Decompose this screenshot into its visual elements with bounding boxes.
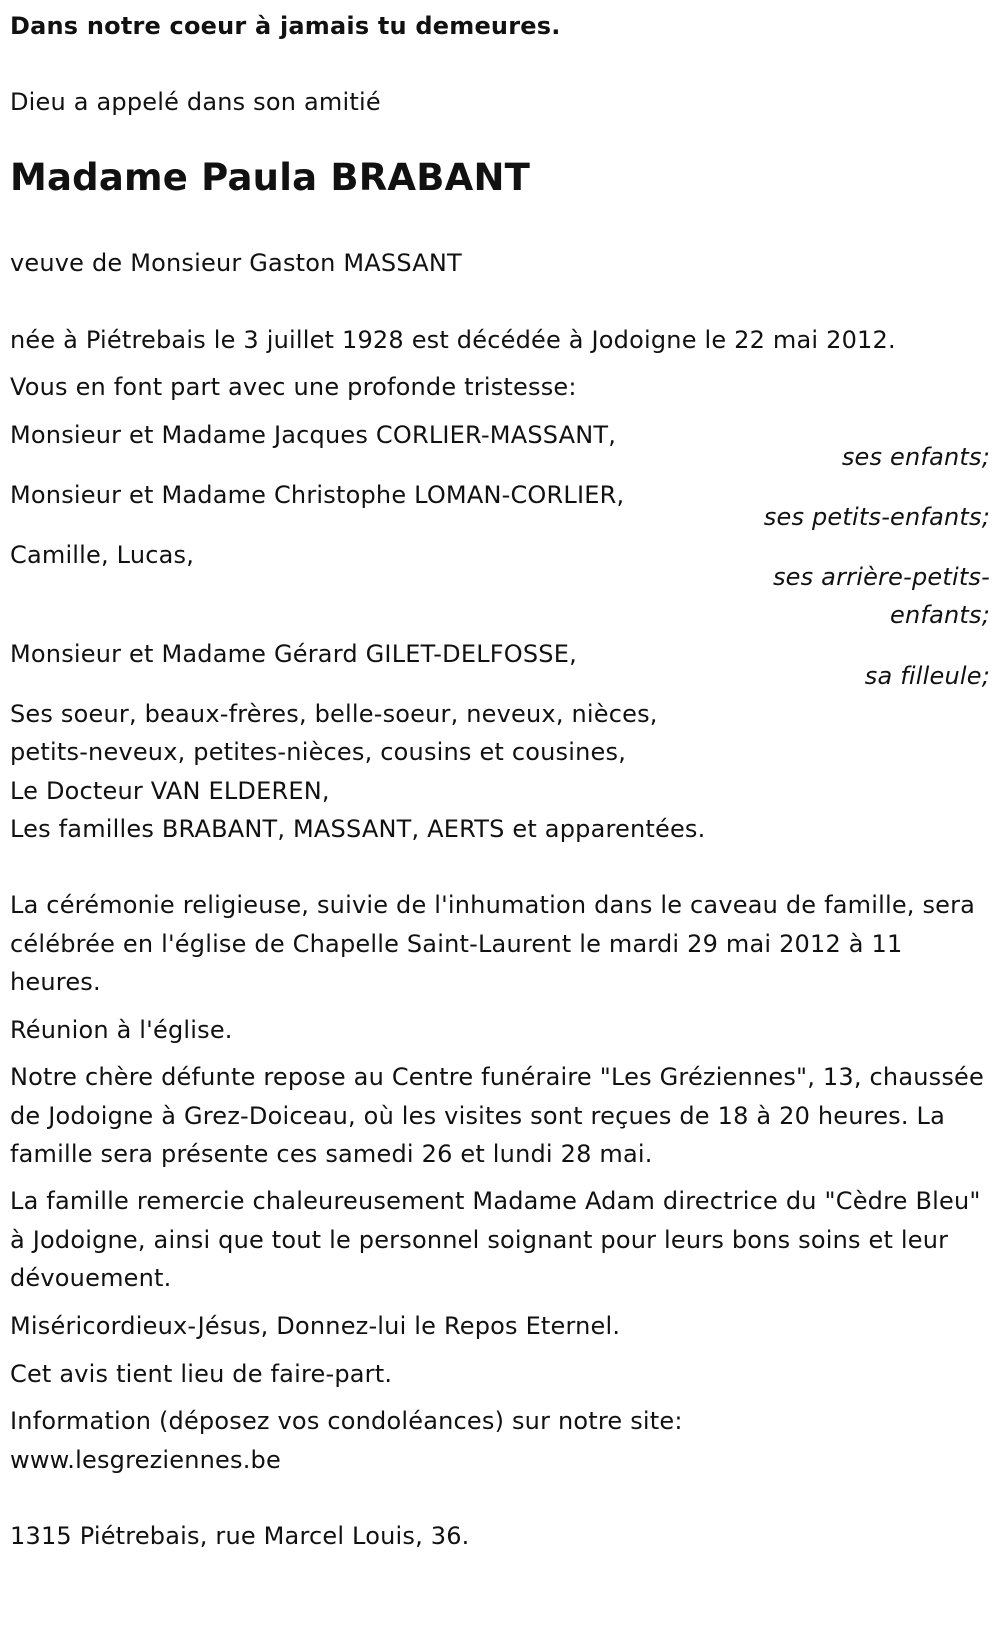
deceased-name: Madame Paula BRABANT — [10, 156, 531, 199]
relation-name: Monsieur et Madame Jacques CORLIER-MASSANT, — [10, 421, 617, 449]
relation-row — [10, 415, 990, 475]
family-line: Les familles BRABANT, MASSANT, AERTS et apparentées. — [10, 815, 706, 843]
repose-text: Notre chère défunte repose au Centre funéraire "Les Gréziennes", 13, chaussée de Jodoigne à Grez-Doiceau, où les visites sont reçues de 18 à 20 heures. La famille sera présente ces samedi 26 et lundi 28 mai. — [10, 1063, 984, 1168]
thanks-text: La famille remercie chaleureusement Madame Adam directrice du "Cèdre Bleu" à Jodoigne, ainsi que tout le personnel soignant pour leurs bons soins et leur dévouement. — [10, 1187, 981, 1292]
address-text: 1315 Piétrebais, rue Marcel Louis, 36. — [10, 1522, 470, 1550]
relation-row — [10, 634, 990, 694]
birth-death-text: née à Piétrebais le 3 juillet 1928 est décédée à Jodoigne le 22 mai 2012. — [10, 326, 896, 354]
info-text: Information (déposez vos condoléances) sur notre site: — [10, 1407, 683, 1435]
family-line: Le Docteur VAN ELDEREN, — [10, 777, 330, 805]
relation-name: Monsieur et Madame Gérard GILET-DELFOSSE, — [10, 640, 577, 668]
reunion-text: Réunion à l'église. — [10, 1016, 233, 1044]
relation-label: ses enfants; — [841, 443, 990, 471]
intro-text: Dieu a appelé dans son amitié — [10, 88, 381, 116]
ceremony-text: La cérémonie religieuse, suivie de l'inhumation dans le caveau de famille, sera célébrée en l'église de Chapelle Saint-Laurent le mardi 29 mai 2012 à 11 heures. — [10, 891, 976, 996]
relation-name: Camille, Lucas, — [10, 541, 195, 569]
relation-label: ses arrière-petits-enfants; — [772, 563, 990, 629]
widow-of-text: veuve de Monsieur Gaston MASSANT — [10, 249, 462, 277]
family-line: Ses soeur, beaux-frères, belle-soeur, neveux, nièces, — [10, 700, 658, 728]
motto: Dans notre coeur à jamais tu demeures. — [10, 12, 561, 40]
relation-row — [10, 535, 990, 635]
prayer-text: Miséricordieux-Jésus, Donnez-lui le Repos Eternel. — [10, 1312, 621, 1340]
relation-label: sa filleule; — [864, 662, 990, 690]
website-link[interactable]: www.lesgreziennes.be — [10, 1446, 281, 1474]
relation-name: Monsieur et Madame Christophe LOMAN-CORLIER, — [10, 481, 625, 509]
announce-text: Vous en font part avec une profonde tristesse: — [10, 373, 577, 401]
relation-row — [10, 475, 990, 535]
family-line: petits-neveux, petites-nièces, cousins et cousines, — [10, 738, 627, 766]
relation-label: ses petits-enfants; — [763, 503, 990, 531]
notice-text: Cet avis tient lieu de faire-part. — [10, 1360, 393, 1388]
